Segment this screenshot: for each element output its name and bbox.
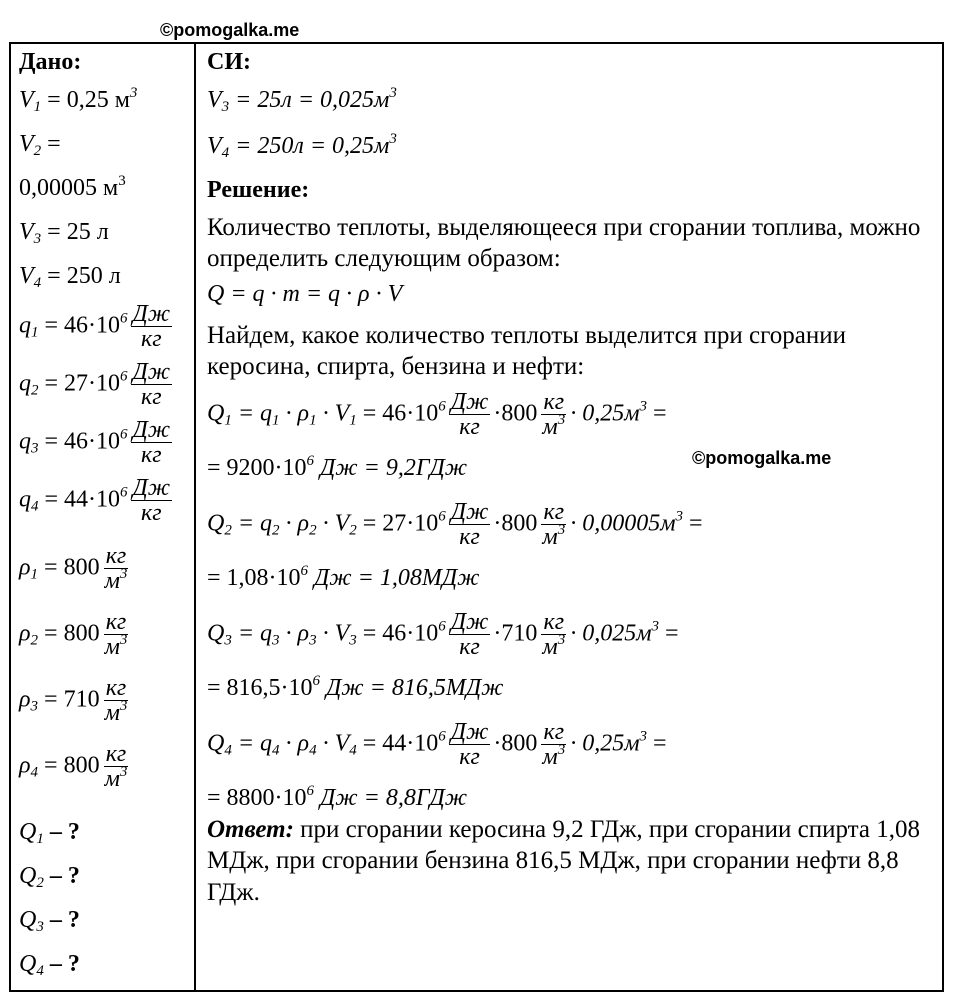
solution-title: Решение: (207, 177, 310, 203)
si-v3: $V_3 = 25л = 0,025м^3$ (207, 85, 397, 115)
given-rho1: $\rho_1 = 800$ $\frac{кг}{м^3}$ (19, 543, 128, 594)
equation-q3: $Q_3 = q_3 \cdot \rho_3 \cdot V_3 = 46\cdot 10^6$ $\frac{Дж}{кг}$ ·710 $\frac{кг}{м^3}$ · $0,025м^3$ = (207, 609, 679, 660)
column-divider (194, 44, 196, 990)
given-q3: $q_3 = 46\cdot 10^6$ $\frac{Дж}{кг}$ (19, 417, 171, 468)
equation-q4-result: = $8800\cdot 10^6$ Дж = 8,8ГДж (207, 783, 468, 811)
si-v4: $V_4 = 250л = 0,25м^3$ (207, 131, 397, 161)
solution-intro: Количество теплоты, выделяющееся при сгорании топлива, можно определить следующим образом: (207, 214, 921, 273)
solution-find-text: Найдем, какое количество теплоты выделится при сгорании керосина, спирта, бензина и нефти: (207, 322, 846, 381)
given-rho3: $\rho_3 = 710$ $\frac{кг}{м^3}$ (19, 675, 128, 726)
watermark-top: ©pomogalka.me (160, 20, 300, 40)
given-title: Дано: (19, 49, 82, 75)
given-v1: $V_1 = 0,25$ $м^3$ (19, 85, 138, 115)
find-q1: $Q_1$ – ? (19, 819, 80, 847)
given-v3: $V_3 = 25$ л (19, 219, 109, 247)
find-q3: $Q_3$ – ? (19, 907, 80, 935)
equation-q4: $Q_4 = q_4 \cdot \rho_4 \cdot V_4 = 44\cdot 10^6$ $\frac{Дж}{кг}$ ·800 $\frac{кг}{м^3}$ · $0,25м^3$ = (207, 719, 667, 770)
answer-text: при сгорании керосина 9,2 ГДж, при сгорании спирта 1,08 МДж, при сгорании бензина 816,5 МДж, при сгорании нефти 8,8 ГДж. (207, 816, 920, 906)
given-v4: $V_4 = 250$ л (19, 263, 121, 291)
equation-q1-result: = $9200\cdot 10^6$ Дж = 9,2ГДж (207, 453, 468, 481)
equation-q2: $Q_2 = q_2 \cdot \rho_2 \cdot V_2 = 27\cdot 10^6$ $\frac{Дж}{кг}$ ·800 $\frac{кг}{м^3}$ · $0,00005м^3$ = (207, 499, 703, 550)
watermark-middle: ©pomogalka.me (692, 448, 832, 468)
given-rho2: $\rho_2 = 800$ $\frac{кг}{м^3}$ (19, 609, 128, 660)
find-q2: $Q_2$ – ? (19, 863, 80, 891)
given-rho4: $\rho_4 = 800$ $\frac{кг}{м^3}$ (19, 741, 128, 792)
heat-formula: Q = q · m = q · ρ · V (207, 281, 403, 307)
find-q4: $Q_4$ – ? (19, 951, 80, 979)
given-q1: $q_1 = 46\cdot 10^6$ $\frac{Дж}{кг}$ (19, 301, 171, 352)
answer-label: Ответ: (207, 816, 294, 843)
si-title: СИ: (207, 49, 251, 75)
given-v2-value: 0,00005 $м^3$ (19, 173, 126, 201)
solution-table (9, 42, 944, 992)
answer (207, 814, 929, 908)
given-q2: $q_2 = 27\cdot 10^6$ $\frac{Дж}{кг}$ (19, 359, 171, 410)
given-q4: $q_4 = 44\cdot 10^6$ $\frac{Дж}{кг}$ (19, 475, 171, 526)
equation-q2-result: = $1,08\cdot 10^6$ Дж = 1,08МДж (207, 563, 480, 591)
equation-q1: $Q_1 = q_1 \cdot \rho_1 \cdot V_1 = 46\cdot 10^6$ $\frac{Дж}{кг}$ ·800 $\frac{кг}{м^3}$ · $0,25м^3$ = (207, 389, 667, 440)
equation-q3-result: = $816,5\cdot 10^6$ Дж = 816,5МДж (207, 673, 504, 701)
given-v2: $V_2$ = (19, 131, 61, 159)
